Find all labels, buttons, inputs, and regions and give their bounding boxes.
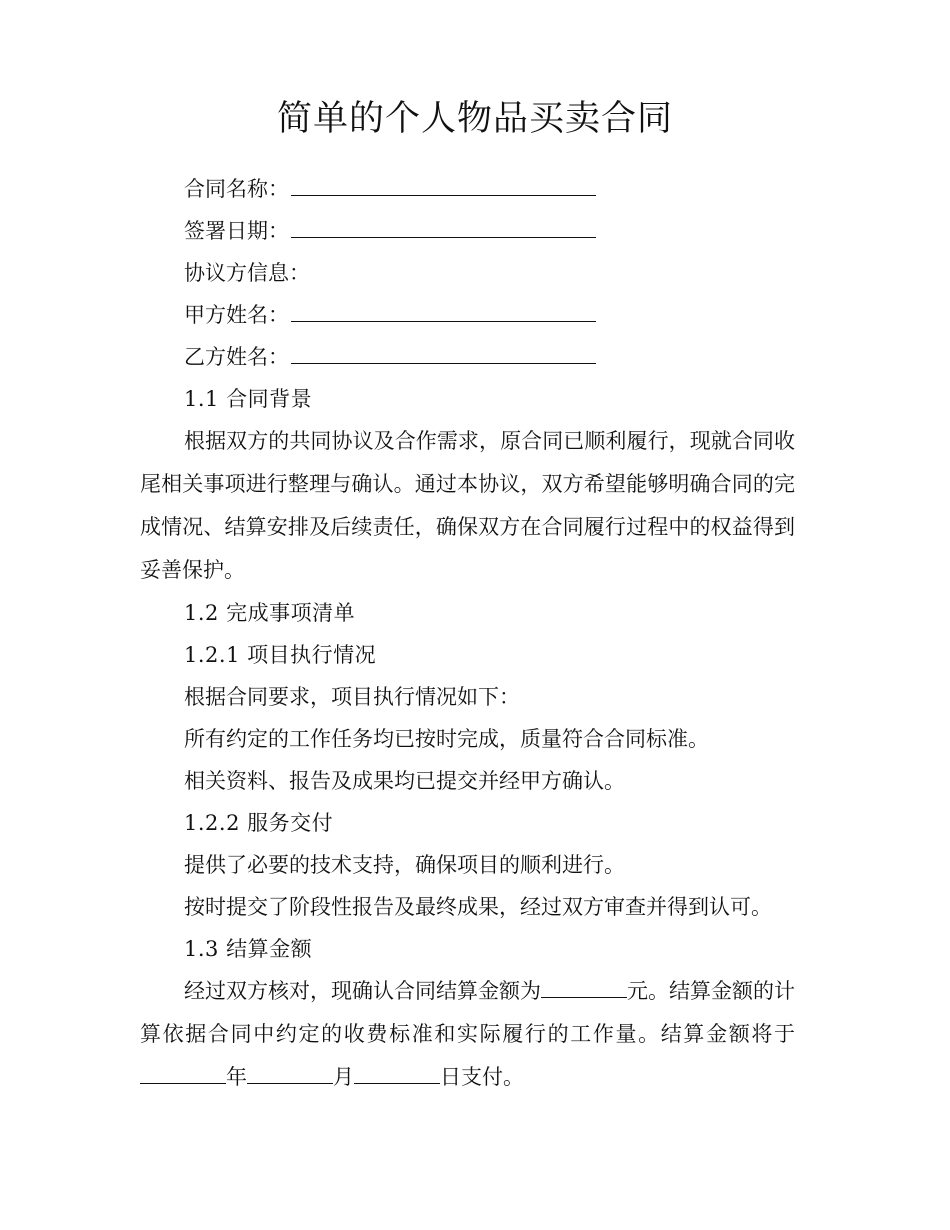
section-1-3-paragraph [140,970,795,1099]
party-b-row [140,336,795,378]
document-body [140,168,795,1099]
section-1-2-2-heading: 1.2.2 服务交付 [184,811,334,835]
party-a-label: 甲方姓名： [184,303,289,327]
day-tail: 日支付。 [440,1065,524,1089]
contract-name-label: 合同名称： [184,177,289,201]
year-label: 年 [226,1065,247,1089]
contract-name-blank [291,173,596,196]
section-1-1-paragraph: 根据双方的共同协议及合作需求，原合同已顺利履行，现就合同收尾相关事项进行整理与确认。通过本协议，双方希望能够明确合同的完成情况、结算安排及后续责任，确保双方在合同履行过程中的权益得到妥善保护。 [140,429,795,582]
section-1-2-2-item-1: 提供了必要的技术支持，确保项目的顺利进行。 [184,853,625,877]
party-a-blank [291,299,596,322]
section-1-2-heading: 1.2 完成事项清单 [184,601,356,625]
day-blank [354,1061,440,1084]
sign-date-label: 签署日期： [184,219,289,243]
settlement-text-1: 经过双方核对，现确认合同结算金额为 [184,979,541,1003]
section-1-2-2-item-2: 按时提交了阶段性报告及最终成果，经过双方审查并得到认可。 [184,895,772,919]
settlement-text-2: 元。结算金额的计算依据合同中约定的收费标准和实际履行的工作量。结算金额将于 [140,979,795,1046]
section-1-2-1-item-1: 所有约定的工作任务均已按时完成，质量符合合同标准。 [184,727,709,751]
parties-info-label: 协议方信息： [184,261,310,285]
section-1-1-heading: 1.1 合同背景 [184,387,313,411]
sign-date-row [140,210,795,252]
contract-name-row [140,168,795,210]
section-1-3-heading: 1.3 结算金额 [184,937,313,961]
document-title: 简单的个人物品买卖合同 [276,99,673,139]
party-b-blank [291,341,596,364]
month-blank [247,1061,333,1084]
section-1-2-1-intro: 根据合同要求，项目执行情况如下： [184,685,520,709]
section-1-2-1-heading: 1.2.1 项目执行情况 [184,643,377,667]
amount-blank [541,975,627,998]
party-b-label: 乙方姓名： [184,345,289,369]
party-a-row [140,294,795,336]
section-1-2-1-item-2: 相关资料、报告及成果均已提交并经甲方确认。 [184,769,625,793]
sign-date-blank [291,215,596,238]
year-blank [140,1061,226,1084]
month-label: 月 [333,1065,354,1089]
